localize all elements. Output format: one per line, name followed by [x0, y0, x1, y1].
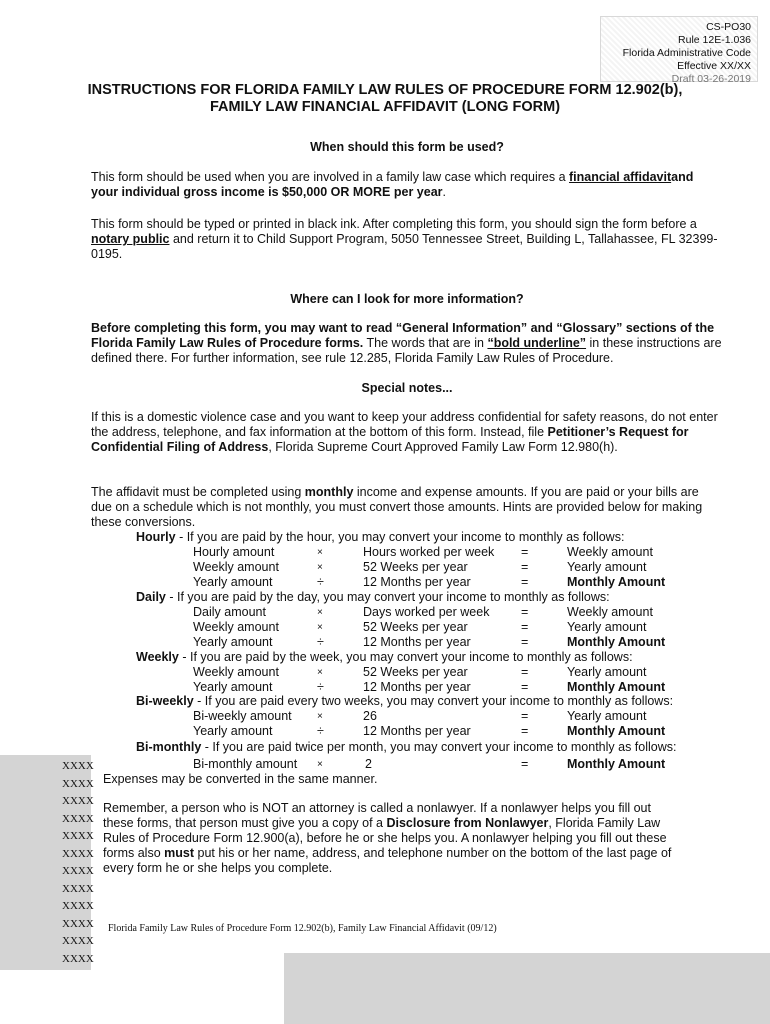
text-span: The words that are in — [363, 336, 488, 350]
xxxx-mark: XXXX — [62, 865, 94, 877]
xxxx-mark: XXXX — [62, 760, 94, 772]
conv-term-b: 52 Weeks per year — [363, 560, 468, 574]
conversion-label: Daily — [136, 590, 166, 604]
conversion-label: Hourly — [136, 530, 176, 544]
title-line-1: INSTRUCTIONS FOR FLORIDA FAMILY LAW RULES OF PROCEDURE FORM 12.902(b), — [87, 82, 683, 98]
conv-term-a: Weekly amount — [193, 665, 279, 679]
conv-term-b: 12 Months per year — [363, 635, 471, 649]
xxxx-mark: XXXX — [62, 882, 94, 895]
xxxx-mark: XXXX — [62, 935, 94, 947]
where-heading: Where can I look for more information? — [290, 292, 524, 306]
conversion-label: Bi-monthly — [136, 740, 202, 754]
conv-term-a: Yearly amount — [193, 575, 273, 589]
page-footer: Florida Family Law Rules of Procedure Form 12.902(b), Family Law Financial Affidavit (09/12) — [108, 923, 497, 934]
xxxx-mark: XXXX — [62, 777, 94, 790]
equals-icon: = — [521, 545, 529, 559]
notary-public-term: notary public — [91, 232, 170, 246]
equals-icon: = — [521, 605, 529, 619]
page-title — [60, 82, 710, 116]
multiply-icon: × — [317, 547, 323, 558]
conversion-row — [0, 545, 770, 560]
bold-text: Before completing this form, you may want to read “General Information” and “Glossary” sections of the Florida Family Law Rules of Procedure forms. — [91, 321, 715, 350]
xxxx-mark: XXXX — [62, 847, 94, 860]
conv-term-b: Days worked per week — [363, 605, 490, 619]
conversion-row — [0, 680, 770, 695]
conv-result: Yearly amount — [567, 620, 647, 634]
divide-icon: ÷ — [317, 575, 324, 589]
remember-paragraph — [103, 801, 683, 876]
conv-term-b: 12 Months per year — [363, 575, 471, 589]
multiply-icon: × — [317, 562, 323, 573]
text-span: , Florida Supreme Court Approved Family Law Form 12.980(h). — [268, 440, 618, 454]
rule-number: Rule 12E-1.036 — [678, 34, 751, 46]
conv-result: Monthly Amount — [567, 635, 666, 649]
conv-term-a: Yearly amount — [193, 724, 273, 738]
conv-term-b: 52 Weeks per year — [363, 620, 468, 634]
conversion-row — [0, 724, 770, 739]
when-paragraph-2 — [91, 217, 723, 262]
disclosure-form-name: Disclosure from Nonlawyer — [386, 816, 549, 830]
conv-term-b: 12 Months per year — [363, 724, 471, 738]
xxxx-mark: XXXX — [62, 952, 94, 965]
equals-icon: = — [521, 724, 529, 738]
conv-term-b: 12 Months per year — [363, 680, 471, 694]
multiply-icon: × — [317, 667, 323, 678]
expenses-note: Expenses may be converted in the same manner. — [103, 772, 378, 786]
conv-result: Monthly Amount — [567, 724, 666, 738]
conv-term-a: Bi-monthly amount — [193, 757, 298, 771]
xxxx-mark: XXXX — [62, 917, 94, 930]
equals-icon: = — [521, 757, 529, 771]
form-id: CS-PO30 — [706, 21, 751, 33]
conversion-row — [0, 620, 770, 635]
text-span: and return it to Child Support Program, 5050 Tennessee Street, Building L, Tallahassee, FL 32399-0195. — [91, 232, 718, 261]
multiply-icon: × — [317, 759, 323, 770]
conversion-desc: - If you are paid by the hour, you may convert your income to monthly as follows: — [175, 530, 625, 544]
conversion-label: Bi-weekly — [136, 694, 194, 708]
form-header-box — [600, 16, 758, 85]
conv-term-a: Yearly amount — [193, 635, 273, 649]
divide-icon: ÷ — [317, 635, 324, 649]
text-span: This form should be used when you are involved in a family law case which requires a — [91, 170, 570, 184]
conv-result: Monthly Amount — [567, 575, 666, 589]
draft-date: Draft 03-26-2019 — [671, 73, 751, 85]
equals-icon: = — [521, 560, 529, 574]
bold-underline-term: “bold underline” — [487, 336, 587, 350]
equals-icon: = — [521, 665, 529, 679]
conversion-biweekly-heading — [136, 694, 673, 709]
conv-result: Yearly amount — [567, 709, 647, 723]
special-notes-heading: Special notes... — [361, 381, 453, 395]
text-span: If this is a domestic violence case and you want to keep your address confidential for safety reasons, do not enter the address, telephone, and fax information at the bottom of this form. Instead, file — [91, 410, 718, 439]
conv-term-a: Weekly amount — [193, 560, 279, 574]
xxxx-mark: XXXX — [62, 795, 94, 807]
conversion-daily-heading — [136, 590, 610, 605]
conv-term-b: 52 Weeks per year — [363, 665, 468, 679]
effective-date: Effective XX/XX — [677, 60, 751, 72]
text-span: The affidavit must be completed using — [91, 485, 305, 499]
conversion-row — [0, 635, 770, 650]
text-span: put his or her name, address, and telephone number on the bottom of the last page of every form he or she helps you complete. — [103, 846, 672, 875]
conv-result: Weekly amount — [567, 605, 653, 619]
text-span: , Florida Family Law Rules of Procedure Form 12.900(a), before he or she helps you. A nonlawyer helping you fill out these forms also — [103, 816, 667, 860]
equals-icon: = — [521, 709, 529, 723]
conv-term-a: Weekly amount — [193, 620, 279, 634]
conv-term-a: Yearly amount — [193, 680, 273, 694]
redaction-box — [284, 953, 770, 1024]
multiply-icon: × — [317, 622, 323, 633]
equals-icon: = — [521, 680, 529, 694]
conv-result: Monthly Amount — [567, 680, 666, 694]
conv-term-b: 26 — [363, 709, 377, 723]
conversion-label: Weekly — [136, 650, 179, 664]
conversion-row — [0, 560, 770, 575]
multiply-icon: × — [317, 711, 323, 722]
conversion-row — [0, 575, 770, 590]
conversion-row — [0, 709, 770, 724]
when-paragraph-1 — [91, 170, 723, 200]
special-paragraph-2 — [91, 485, 723, 530]
equals-icon: = — [521, 620, 529, 634]
conv-result: Yearly amount — [567, 665, 647, 679]
monthly-keyword: monthly — [304, 485, 354, 499]
xxxx-mark: XXXX — [62, 830, 94, 842]
conversion-row — [0, 757, 770, 772]
financial-affidavit-term: financial affidavit — [569, 170, 672, 184]
conv-term-a: Bi-weekly amount — [193, 709, 292, 723]
conv-term-a: Hourly amount — [193, 545, 275, 559]
xxxx-mark: XXXX — [62, 812, 94, 825]
divide-icon: ÷ — [317, 724, 324, 738]
conv-term-b: 2 — [365, 757, 372, 771]
when-heading: When should this form be used? — [310, 140, 504, 154]
divide-icon: ÷ — [317, 680, 324, 694]
text-span: This form should be typed or printed in black ink. After completing this form, you should sign the form before a — [91, 217, 697, 231]
special-paragraph-1 — [91, 410, 723, 455]
conv-result: Monthly Amount — [567, 757, 666, 771]
text-span: in these instructions are defined there. For further information, see rule 12.285, Florida Family Law Rules of Procedure. — [91, 336, 722, 365]
xxxx-mark: XXXX — [62, 900, 94, 912]
conversion-bimonthly-heading — [136, 740, 677, 755]
conversion-desc: - If you are paid twice per month, you may convert your income to monthly as follows: — [201, 740, 677, 754]
text-span: income and expense amounts. If you are paid or your bills are due on a schedule which is not monthly, you must convert those amounts. Hints are provided below for making these conversions. — [91, 485, 703, 529]
where-paragraph — [91, 321, 723, 366]
conv-term-a: Daily amount — [193, 605, 266, 619]
equals-icon: = — [521, 635, 529, 649]
conversion-row — [0, 665, 770, 680]
admin-code: Florida Administrative Code — [622, 47, 751, 59]
title-line-2: FAMILY LAW FINANCIAL AFFIDAVIT (LONG FORM) — [209, 99, 561, 115]
conversion-desc: - If you are paid every two weeks, you may convert your income to monthly as follows: — [193, 694, 674, 708]
conversion-desc: - If you are paid by the day, you may convert your income to monthly as follows: — [165, 590, 610, 604]
xxxx-marks-column — [62, 760, 94, 970]
must-keyword: must — [164, 846, 195, 860]
multiply-icon: × — [317, 607, 323, 618]
income-threshold: and your individual gross income is $50,000 OR MORE per year — [91, 170, 694, 199]
equals-icon: = — [521, 575, 529, 589]
conversion-desc: - If you are paid by the week, you may convert your income to monthly as follows: — [178, 650, 633, 664]
text-span: . — [442, 185, 446, 199]
text-span: Remember, a person who is NOT an attorney is called a nonlawyer. If a nonlawyer helps you fill out these forms, that person must give you a copy of a — [103, 801, 651, 830]
conv-result: Weekly amount — [567, 545, 653, 559]
conversion-weekly-heading — [136, 650, 633, 665]
conversion-row — [0, 605, 770, 620]
conv-result: Yearly amount — [567, 560, 647, 574]
petitioner-request-form-name: Petitioner’s Request for Confidential Filing of Address — [91, 425, 689, 454]
conv-term-b: Hours worked per week — [363, 545, 495, 559]
conversion-hourly-heading — [136, 530, 624, 545]
